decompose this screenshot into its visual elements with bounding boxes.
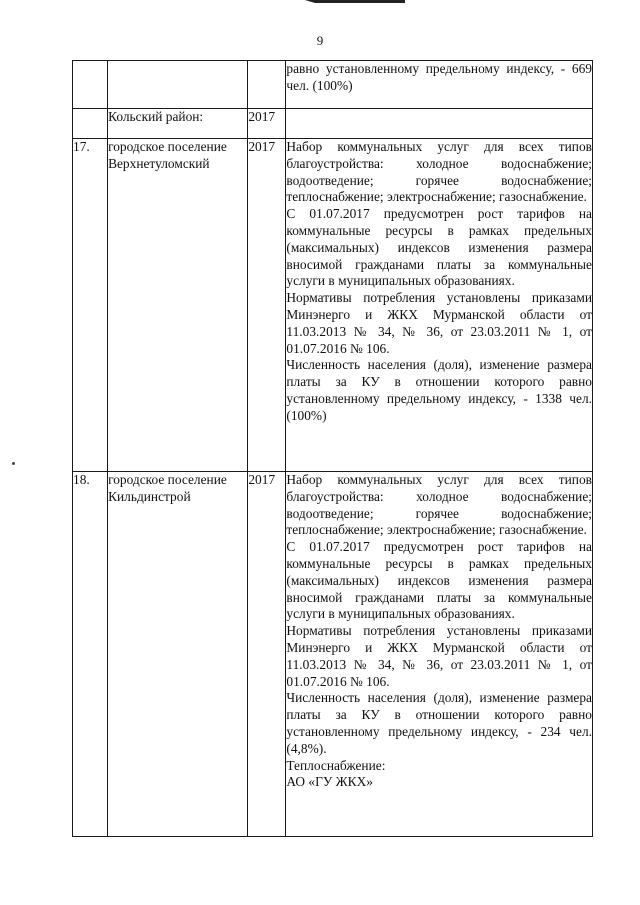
- settlement-name: городское поселение Верхнетуломский: [108, 139, 248, 472]
- table-row: [73, 472, 593, 837]
- heating-organization: АО «ГУ ЖКХ»: [286, 774, 373, 790]
- cell-num: [73, 61, 108, 109]
- region-name: Кольский район:: [108, 109, 248, 139]
- norms-text: Нормативы потребления установлены приказами Минэнерго и ЖКХ Мурманской области от 11.03.2013 № 34, № 36, от 23.03.2011 № 1, от 01.07.2016 № 106.: [286, 623, 592, 689]
- margin-mark: [12, 462, 15, 465]
- region-year: 2017: [248, 109, 286, 139]
- tariff-text: С 01.07.2017 предусмотрен рост тарифов на коммунальные ресурсы в рамках предельных (максимальных) индексов изменения размера вносимой гражданами платы за коммунальные услуги в муниципальных образованиях.: [286, 206, 592, 289]
- cell-description: [286, 61, 593, 109]
- row-number: 17.: [73, 139, 108, 472]
- cell-num: [73, 109, 108, 139]
- cell-description: [286, 109, 593, 139]
- population-text: Численность населения (доля), изменение размера платы за КУ в отношении которого равно установленному предельному индексу, - 234 чел. (4,8%).: [286, 690, 592, 756]
- cell-name: [108, 61, 248, 109]
- row-number: 18.: [73, 472, 108, 837]
- page-top-mark: [305, 0, 405, 7]
- population-text: равно установленному предельному индексу, - 669 чел. (100%): [286, 61, 592, 93]
- page-number: 9: [316, 33, 324, 48]
- cell-description: [286, 139, 593, 472]
- row-year: 2017: [248, 472, 286, 837]
- tariff-text: С 01.07.2017 предусмотрен рост тарифов на коммунальные ресурсы в рамках предельных (максимальных) индексов изменения размера вносимой гражданами платы за коммунальные услуги в муниципальных образованиях.: [286, 539, 592, 622]
- cell-description: [286, 472, 593, 837]
- tariff-table: [72, 60, 593, 837]
- table-row: [73, 139, 593, 472]
- heating-label: Теплоснабжение:: [286, 757, 386, 773]
- services-text: Набор коммунальных услуг для всех типов благоустройства: холодное водоснабжение; водоотведение; горячее водоснабжение; теплоснабжение; электроснабжение; газоснабжение.: [286, 472, 592, 538]
- settlement-name: городское поселение Кильдинстрой: [108, 472, 248, 837]
- services-text: Набор коммунальных услуг для всех типов благоустройства: холодное водоснабжение; водоотведение; горячее водоснабжение; теплоснабжение; электроснабжение; газоснабжение.: [286, 139, 592, 205]
- row-year: 2017: [248, 139, 286, 472]
- population-text: Численность населения (доля), изменение размера платы за КУ в отношении которого равно установленному предельному индексу, - 1338 чел. (100%): [286, 357, 592, 423]
- norms-text: Нормативы потребления установлены приказами Минэнерго и ЖКХ Мурманской области от 11.03.2013 № 34, № 36, от 23.03.2011 № 1, от 01.07.2016 № 106.: [286, 290, 592, 356]
- table-row-region: [73, 109, 593, 139]
- cell-year: [248, 61, 286, 109]
- table-row-continuation: [73, 61, 593, 109]
